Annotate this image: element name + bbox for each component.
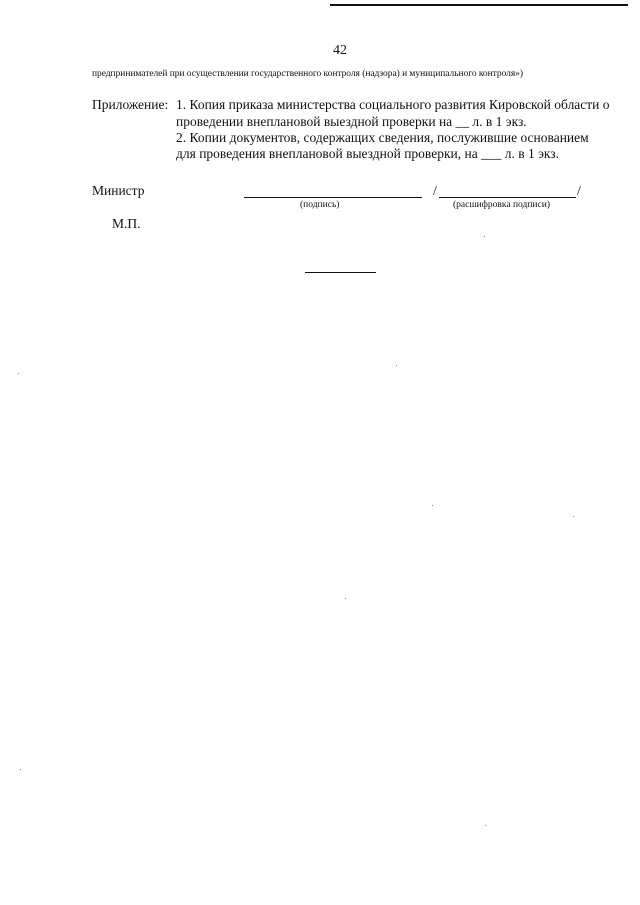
attachment-item-1-text: проведении внеплановой выездной проверки на bbox=[176, 114, 453, 129]
transcript-line bbox=[439, 197, 576, 198]
attachment-item-1-copies: л. в 1 экз. bbox=[472, 114, 527, 129]
top-rule bbox=[330, 4, 628, 6]
header-continuation-text: предпринимателей при осуществлении государственного контроля (надзора) и муниципального контроля») bbox=[92, 69, 523, 79]
scan-speck bbox=[484, 236, 485, 237]
attachment-item-2-copies: л. в 1 экз. bbox=[504, 146, 559, 161]
transcript-slash-left: / bbox=[433, 183, 437, 198]
end-rule bbox=[305, 272, 376, 273]
attachment-item-2-text: для проведения внеплановой выездной проверки, на bbox=[176, 146, 478, 161]
scan-speck bbox=[485, 825, 486, 826]
scan-speck bbox=[345, 598, 346, 599]
scan-speck bbox=[20, 769, 21, 770]
attachment-item-2-page-blank: ___ bbox=[481, 146, 502, 161]
attachment-item-2-line-1: 2. Копии документов, содержащих сведения, послужившие основанием bbox=[176, 130, 589, 145]
signature-line bbox=[244, 197, 422, 198]
stamp-label: М.П. bbox=[112, 216, 141, 231]
attachments-label: Приложение: bbox=[92, 97, 169, 112]
scan-speck bbox=[573, 516, 574, 517]
scan-speck bbox=[18, 373, 19, 374]
attachment-item-2-line-2 bbox=[176, 146, 559, 162]
scan-speck bbox=[432, 505, 433, 506]
scan-speck bbox=[396, 365, 397, 366]
attachment-item-1-page-blank: __ bbox=[455, 114, 470, 129]
signature-caption: (подпись) bbox=[300, 200, 340, 210]
transcript-caption: (расшифровка подписи) bbox=[453, 200, 550, 210]
attachment-item-1-line-2 bbox=[176, 114, 527, 130]
transcript-slash-right: / bbox=[577, 183, 581, 198]
page-number: 42 bbox=[333, 43, 347, 58]
signatory-role: Министр bbox=[92, 183, 145, 198]
attachment-item-1-line-1: 1. Копия приказа министерства социального развития Кировской области о bbox=[176, 97, 610, 112]
